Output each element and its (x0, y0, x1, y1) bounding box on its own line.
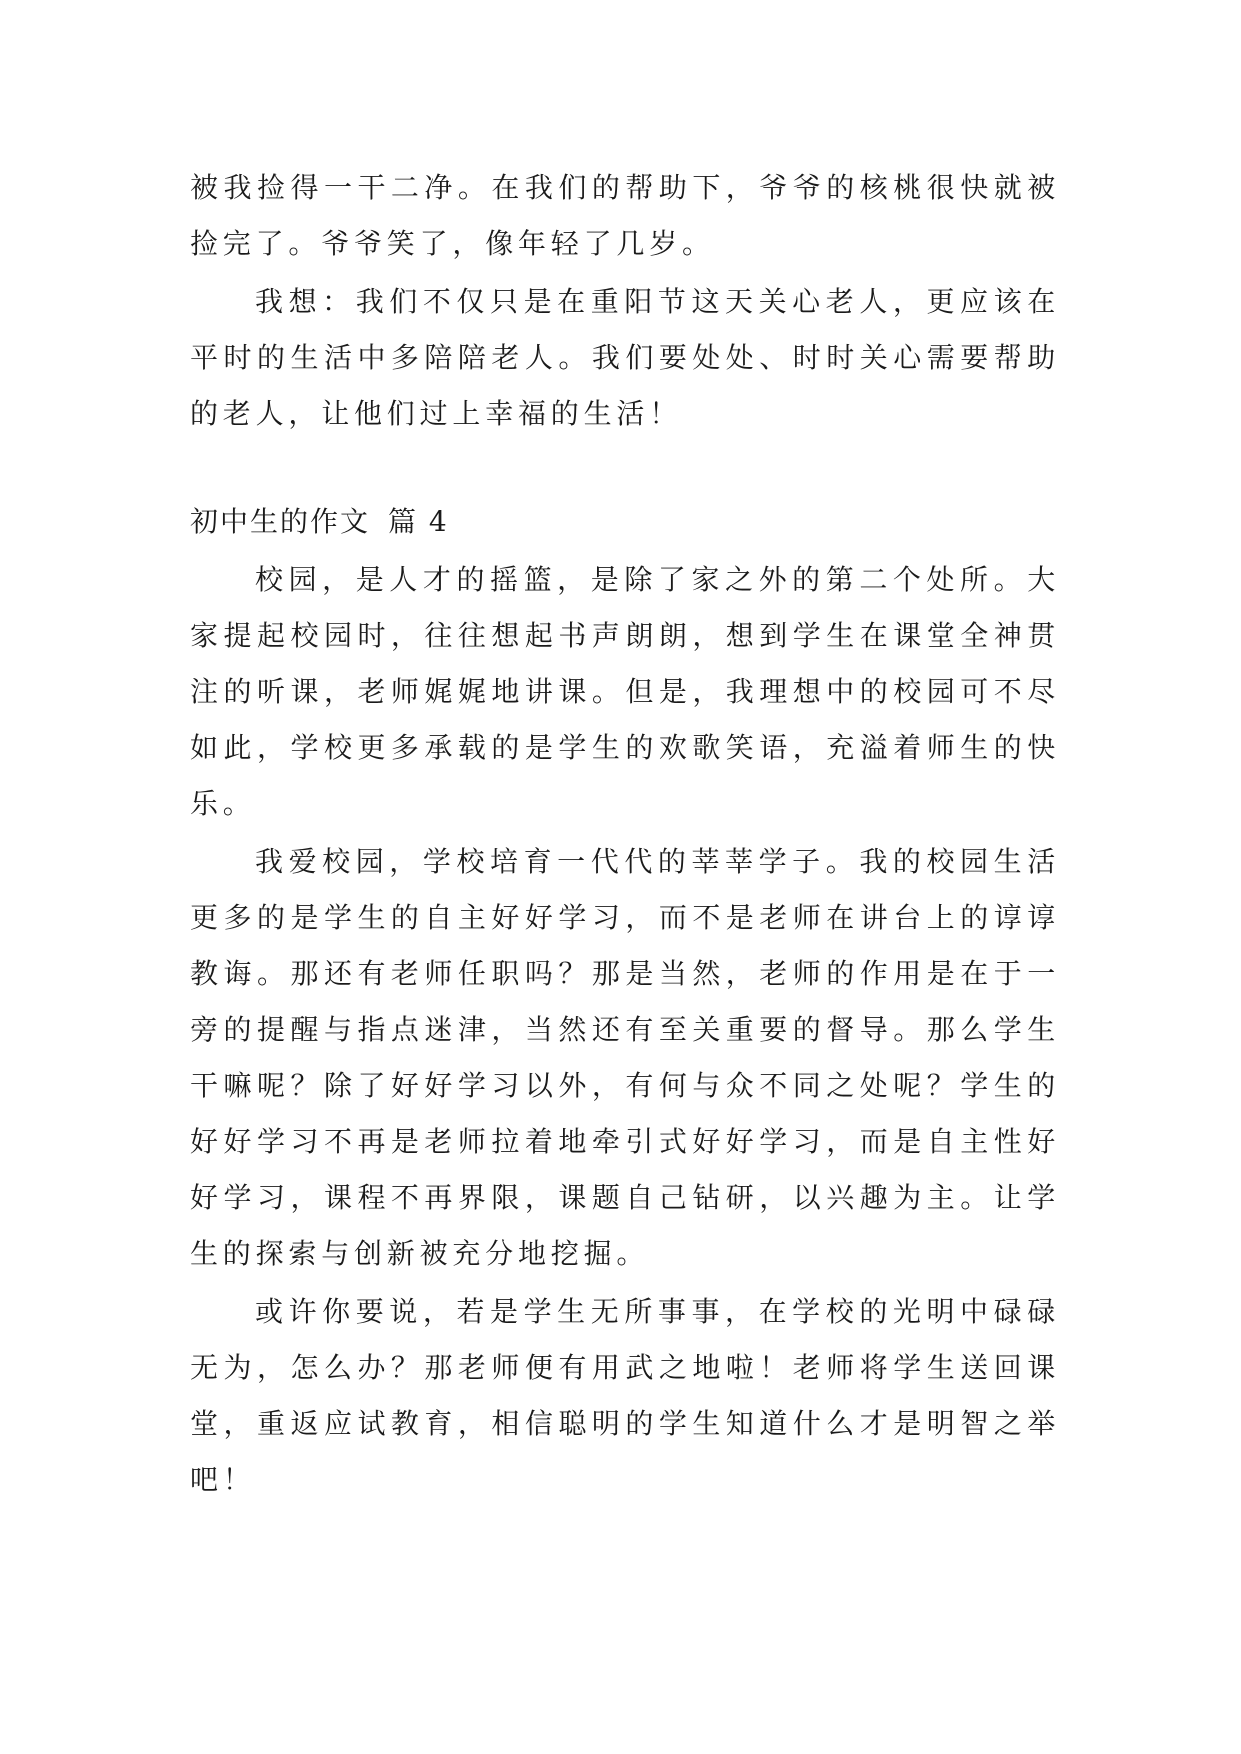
section-paragraph-3: 或许你要说，若是学生无所事事，在学校的光明中碌碌无为，怎么办？那老师便有用武之地啦！老师将学生送回课堂，重返应试教育，相信聪明的学生知道什么才是明智之举吧！ (190, 1295, 1060, 1496)
document-body (190, 160, 1060, 1510)
section-paragraph-2: 我爱校园，学校培育一代代的莘莘学子。我的校园生活更多的是学生的自主好好学习，而不是老师在讲台上的谆谆教诲。那还有老师任职吗？那是当然，老师的作用是在于一旁的提醒与指点迷津，当然还有至关重要的督导。那么学生干嘛呢？除了好好学习以外，有何与众不同之处呢？学生的好好学习不再是老师拉着地牵引式好好学习，而是自主性好好学习，课程不再界限，课题自己钻研，以兴趣为主。让学生的探索与创新被充分地挖掘。 (190, 845, 1060, 1270)
section-title: 初中生的作文 (190, 505, 371, 538)
continuation-paragraph-2: 我想：我们不仅只是在重阳节这天关心老人，更应该在平时的生活中多陪陪老人。我们要处处、时时关心需要帮助的老人，让他们过上幸福的生活！ (190, 285, 1060, 430)
section-label: 篇 4 (388, 505, 449, 538)
section-heading (190, 494, 1060, 550)
section-paragraph-1: 校园，是人才的摇篮，是除了家之外的第二个处所。大家提起校园时，往往想起书声朗朗，想到学生在课堂全神贯注的听课，老师娓娓地讲课。但是，我理想中的校园可不尽如此，学校更多承载的是学生的欢歌笑语，充溢着师生的快乐。 (190, 563, 1060, 820)
continuation-paragraph-1: 被我捡得一干二净。在我们的帮助下，爷爷的核桃很快就被捡完了。爷爷笑了，像年轻了几岁。 (190, 171, 1060, 260)
